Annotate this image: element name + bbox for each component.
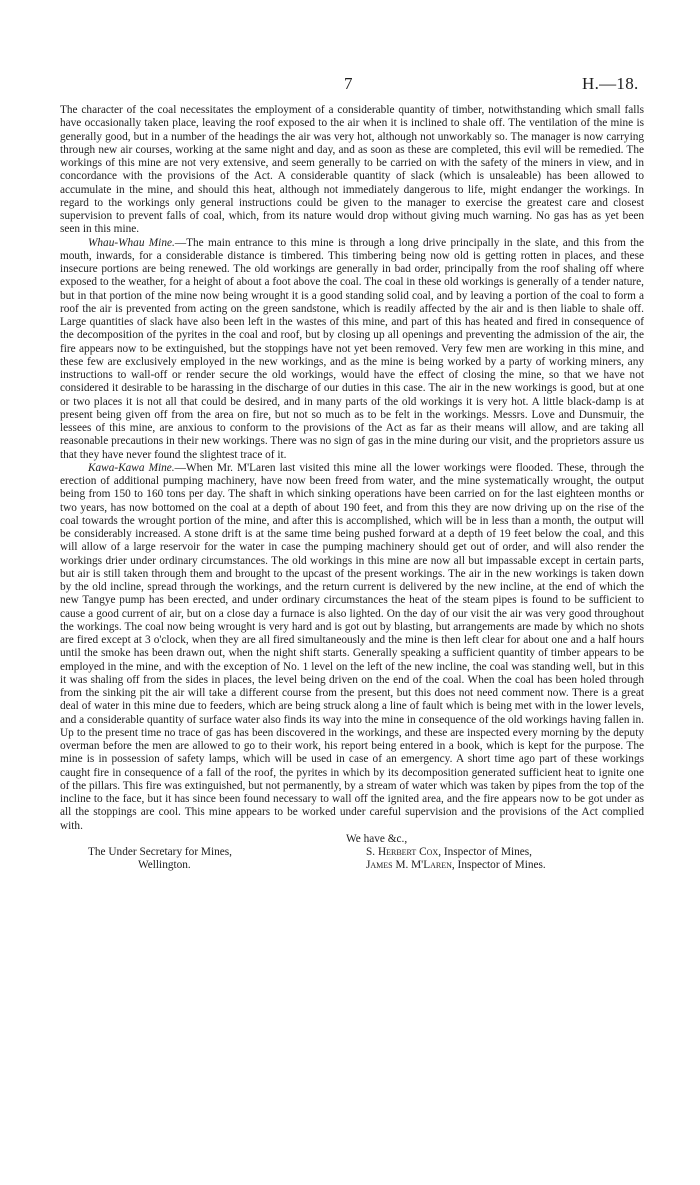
closing-line: We have &c., [346, 832, 408, 845]
signatory-cox: S. Herbert Cox, Inspector of Mines, [366, 846, 533, 858]
addressee [88, 846, 348, 873]
signatories [366, 846, 656, 873]
page-header [0, 74, 700, 96]
signatory-mclaren: James M. M'Laren, Inspector of Mines. [366, 859, 546, 872]
addressee-title: The Under Secretary for Mines, [88, 846, 232, 858]
mine-name-whau-whau: Whau-Whau Mine. [88, 236, 175, 249]
signatory-name: James M. M'Laren [366, 859, 452, 872]
report-body [60, 104, 644, 876]
paragraph-text: —When Mr. M'Laren last visited this mine all the lower workings were flooded. These, through the erection of additional pumping machinery, have now been freed from water, and the mine systematically wrought, the output being from 150 to 160 tons per day. The shaft in which sinking operations have been carried on for the last eighteen months or two years, has now bottomed on the coal at a depth of about 190 feet, and from this they are now driving up on the rise of the coal towards the wrought portion of the mine, and after this is accomplished, which will be in less than a month, the output will be considerably increased. A stone drift is at the same time being pushed forward at a depth of 19 feet below the coal, and this will allow of a large reservoir for the water in case the pumping machinery should get out of order, and will also render the workings drier under ordinary circumstances. The old workings in this mine are now all but impassable except in certain parts, but air is still taken through them and brought to the upcast of the present workings. The air in the new workings is taken down by the old incline, spread through the workings, and the return current is delivered by the new incline, at the end of which the new Tangye pump has been erected, and under ordinary circumstances the heat of the steam pipes is found to be sufficient to cause a good current of air, but on a close day a furnace is also lighted. On the day of our visit the air was very good throughout the workings. The coal now being wrought is very hard and is got out by blasting, but arrangements are made by which no shots are fired except at 3 o'clock, when they are all fired simultaneously and the mine is then left clear for about one and a half hours until the smoke has been drawn out, when the night shift starts. Generally speaking a sufficient quantity of timber appears to be employed in the mine, and with the exception of No. 1 level on the left of the new incline, the coal was standing well, but in this it was shaling off from the sides in places, the level being driven on the end of the coal. When the coal has been holed through from the sinking pit the air will take a different course from the present, but this does not need comment now. There is a great deal of water in this mine due to feeders, which are being struck along a line of fault which is being met with in the lower levels, and a considerable quantity of surface water also finds its way into the mine in consequence of the old workings having fallen in. Up to the present time no trace of gas has been discovered in the workings, and these are inspected every morning by the deputy overman before the men are allowed to go to their work, his report being entered in a book, which is kept for the purpose. The mine is in possession of safety lamps, which will be used in case of an emergency. A short time ago part of these workings caught fire in consequence of a fall of the roof, the pyrites in which by its decomposition generated sufficient heat to ignite one of the pillars. This fire was extinguished, but not permanently, by a stream of water which was taken by pipes from the top of the incline to the face, but it has since been found necessary to wall off the ignited area, and the fire appears now to be got under as all the stoppings are cool. This mine appears to be worked under careful supervision and the provisions of the Act complied with. [60, 461, 644, 832]
signature-block [60, 846, 644, 876]
mine-name-kawa-kawa: Kawa-Kawa Mine. [88, 461, 175, 474]
addressee-city: Wellington. [138, 859, 191, 872]
paragraph-whau-whau-mine [60, 237, 644, 462]
document-reference: H.—18. [582, 74, 639, 93]
paragraph-text: —The main entrance to this mine is through a long drive principally in the slate, and this from the mouth, inwards, for a considerable distance is timbered. This timbering being now old is getting rotten in places, and these insecure portions are being renewed. The old workings are generally in bad order, principally from the roof shaling off where exposed to the weather, for a height of about a foot above the coal. The coal in these old workings is generally of a tender nature, but in that portion of the mine now being wrought it is a good standing solid coal, and by leaving a portion of the coal to form a roof the air is prevented from acting on the green sandstone, which is readily affected by the air and is then liable to shale off. Large quantities of slack have also been left in the wastes of this mine, and part of this has heated and fired in consequence of the decomposition of the pyrites in the coal and roof, but by closing up all openings and preventing the admission of the air, the fire appears now to be extinguished, but the stoppings have not yet been removed. Very few men are working in this mine, and these few are exclusively employed in the new workings, and as the mine is being worked by a party of working miners, any instructions to wall-off or render secure the old workings, would have the effect of closing the mine, so that we have not considered it desirable to be harassing in the discharge of our duties in this case. The air in the new workings is good, but at one or two places it is not all that could be desired, and in many parts of the old workings it is very hot. A little black-damp is at present being given off from the area on fire, but not so much as to be felt in the workings. Messrs. Love and Dunsmuir, the lessees of this mine, are anxious to conform to the provisions of the Act as far as their means will allow, and are taking all reasonable precautions in their new workings. There was no sign of gas in the mine during our visit, and the proprietors assure us that they have never found the slightest trace of it. [60, 236, 644, 461]
paragraph-kawa-kawa-mine [60, 462, 644, 833]
paragraph-coal-character: The character of the coal necessitates the employment of a considerable quantity of timber, notwithstanding which small falls have occasionally taken place, leaving the roof exposed to the air when it is inclined to shale off. The ventilation of the mine is generally good, but in a number of the headings the air was very hot, although not unworkably so. The manager is now carrying through new air courses, working at the same night and day, and as soon as these are completed, this evil will be remedied. The workings of this mine are not very extensive, and seem generally to be carried on with the safety of the miners in view, and in concordance with the provisions of the Act. A considerable quantity of slack (which is unsaleable) has been allowed to accumulate in the mine, and should this heat, although not immediately dangerous to life, might endanger the workings. In regard to the workings only general instructions could be given to the manager to exercise the greatest care and closest supervision to prevent falls of coal, which, from its nature would drop without giving much warning. No gas has as yet been seen in this mine. [60, 104, 644, 236]
page-number: 7 [344, 74, 353, 93]
signatory-name: Herbert Cox [377, 846, 439, 858]
